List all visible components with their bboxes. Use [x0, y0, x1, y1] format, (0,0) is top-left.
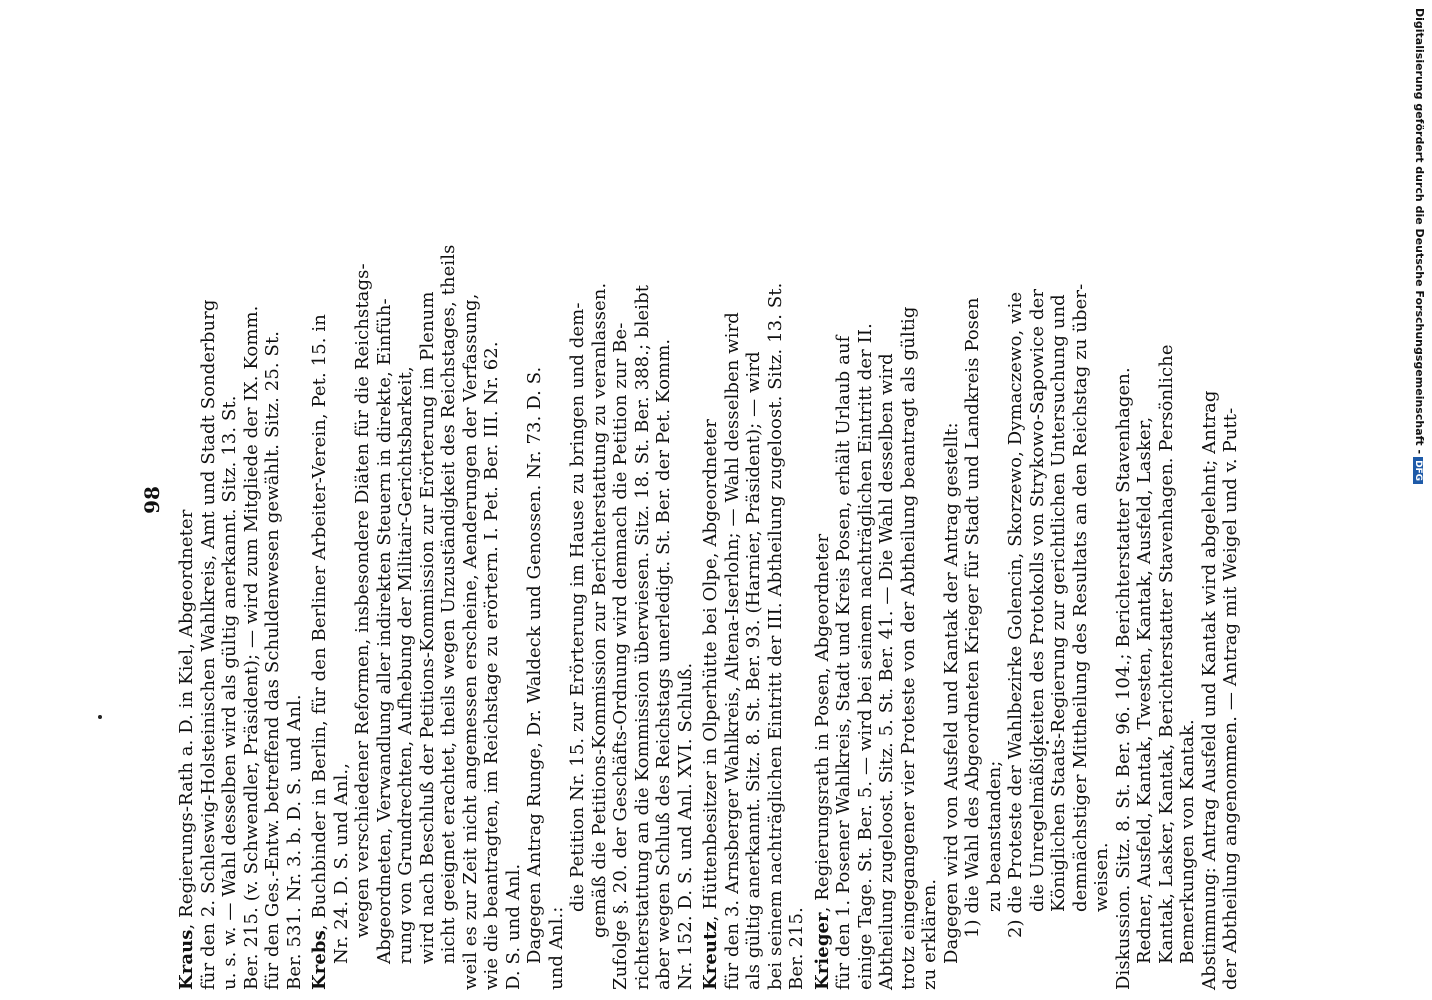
- entry-text-line: der Abtheilung angenommen. — Antrag mit Weigel und v. Putt-: [1220, 407, 1241, 990]
- entry-text-line: Nr. 24. D. S. und Anl.,: [330, 762, 352, 964]
- register-entry: [700, 10, 808, 990]
- entry-text-line: als gültig anerkannt. Sitz. 8. St. Ber. 93. (Harnier, Präsident); — wird: [743, 351, 764, 990]
- entry-text-line: D. S. und Anl.: [502, 863, 524, 990]
- credit-text: Digitalisierung gefördert durch die Deutsche Forschungsgemeinschaft -: [1413, 8, 1426, 455]
- entry-heading-line: Krieger, Regierungsrath in Posen, Abgeordneter: [811, 533, 833, 990]
- entry-text-line: Ber. 215. (v. Schwendler, Präsident); — wird zum Mitgliede der IX. Komm.: [240, 305, 262, 990]
- entry-text-line: Abgeordneten, Verwandlung aller indirekten Steuern in direkte, Einfüh-: [373, 298, 395, 964]
- entry-text-line: für den Ges.-Entw. betreffend das Schuldenwesen gewählt. Sitz. 25. St.: [262, 330, 283, 990]
- entry-text-line: Zufolge §. 20. der Geschäfts-Ordnung wird demnach die Petition zur Be-: [610, 322, 631, 990]
- scan-speck: [98, 715, 102, 719]
- entry-text-line: Nr. 152. D. S. und Anl. XVI. Schluß.: [674, 662, 696, 990]
- entry-text-line: Redner, Ausfeld, Kantak, Twesten, Kantak, Ausfeld, Lasker,: [1134, 416, 1155, 964]
- entry-text-line: Königlichen Staats-Regierung zur gerichtlichen Untersuchung und: [1048, 294, 1069, 912]
- register-entries: [176, 10, 1242, 990]
- entry-name: Kraus: [176, 929, 197, 990]
- entry-text-line: weisen.: [1091, 842, 1112, 912]
- entry-heading-line: Kraus, Regierungs-Rath a. D. in Kiel, Abgeordneter: [176, 509, 197, 990]
- entry-text-line: Dagegen wird von Ausfeld und Kantak der Antrag gestellt:: [940, 422, 962, 964]
- page-number: 98: [140, 486, 164, 514]
- entry-text-line: trotz eingegangener vier Proteste von der Abtheilung beantragt als gültig: [897, 306, 919, 990]
- entry-text-line: Abstimmung: Antrag Ausfeld und Kantak wird abgelehnt; Antrag: [1198, 390, 1220, 990]
- entry-text-line: richterstattung an die Kommission überwiesen. Sitz. 18. St. Ber. 388.; bleibt: [631, 284, 653, 990]
- entry-text-line: weil es zur Zeit nicht angemessen erscheine, Aenderungen der Verfassung,: [459, 293, 481, 990]
- entry-text-line: für den 1. Posener Wahlkreis, Stadt und Kreis Posen, erhält Urlaub auf: [833, 335, 854, 990]
- entry-text-line: 1) die Wahl des Abgeordneten Krieger für Stadt und Landkreis Posen: [962, 297, 983, 938]
- entry-text-line: einige Tage. St. Ber. 5. — wird bei seinem nachträglichen Eintritt der II.: [854, 323, 876, 990]
- entry-text-line: Kantak, Lasker, Kantak, Berichterstatter Stavenhagen. Persönliche: [1155, 344, 1177, 964]
- entry-text-line: gemäß die Petitions-Kommission zur Berichterstattung zu veranlassen.: [588, 282, 610, 938]
- entry-text-line: und Anl.:: [545, 906, 567, 990]
- entry-name: Krebs: [309, 930, 330, 990]
- digitization-credit-note: [1413, 8, 1426, 484]
- register-entry: [176, 10, 305, 990]
- rotated-document-page: [140, 10, 1241, 990]
- entry-text-line: u. s. w. — Wahl desselben wird als gültig anerkannt. Sitz. 13. St.: [219, 395, 240, 990]
- entry-text-line: aber wegen Schluß des Reichstags unerledigt. St. Ber. der Pet. Komm.: [653, 338, 674, 990]
- register-entry: [812, 10, 1242, 990]
- entry-text-line: Diskussion. Sitz. 8. St. Ber. 96. 104.; Berichterstatter Stavenhagen.: [1112, 367, 1134, 990]
- register-entry: [309, 10, 696, 990]
- entry-text-line: zu beanstanden;: [983, 760, 1005, 912]
- dfg-logo: DFG: [1413, 457, 1423, 484]
- entry-text-line: zu erklären.: [919, 878, 940, 990]
- entry-text-line: Ber. 215.: [786, 907, 807, 990]
- entry-text-line: die Unregelmäßigkeiten des Protokolls von Strykowo-Sapowice der: [1026, 288, 1048, 912]
- entry-text-line: wird nach Beschluß der Petitions-Kommission zur Erörterung im Plenum: [416, 291, 438, 964]
- entry-text-line: die Petition Nr. 15. zur Erörterung im Hause zu bringen und dem-: [567, 302, 588, 912]
- entry-text-line: Dagegen Antrag Runge, Dr. Waldeck und Genossen. Nr. 73. D. S.: [524, 366, 545, 964]
- entry-text-line: Ber. 531. Nr. 3. b. D. S. und Anl.: [283, 694, 305, 990]
- entry-text-line: nicht geeignet erachtet, theils wegen Unzuständigkeit des Reichstages, theils: [438, 244, 459, 964]
- entry-heading-line: Kreutz, Hüttenbesitzer in Olperhütte bei Olpe, Abgeordneter: [700, 419, 721, 990]
- entry-text-line: wegen verschiedener Reformen, insbesondere Diäten für die Reichstags-: [352, 263, 373, 938]
- entry-text-line: wie die beantragten, im Reichstage zu erörtern. I. Pet. Ber. III. Nr. 62.: [481, 341, 502, 990]
- entry-text-line: für den 3. Arnsberger Wahlkreis, Altena-Iserlohn; — Wahl desselben wird: [721, 312, 743, 990]
- entry-text-line: rung von Grundrechten, Aufhebung der Militair-Gerichtsbarkeit,: [395, 366, 416, 964]
- entry-text-line: Bemerkungen von Kantak.: [1177, 719, 1198, 964]
- entry-name: Kreutz: [700, 921, 721, 990]
- entry-name: Krieger: [811, 912, 833, 990]
- entry-text-line: bei seinem nachträglichen Eintritt der III. Abtheilung zugeloost. Sitz. 13. St.: [764, 282, 786, 990]
- entry-text-line: Abtheilung zugeloost. Sitz. 5. St. Ber. 41. — Die Wahl desselben wird: [876, 353, 897, 990]
- entry-text-line: für den 2. Schleswig-Holsteinischen Wahlkreis, Amt und Stadt Sonderburg: [197, 299, 219, 990]
- entry-text-line: 2) die Proteste der Wahlbezirke Golencin, Skorzewo, Dymaczewo, wie: [1005, 291, 1026, 938]
- entry-text-line: demnächstiger Mittheilung des Resultats an den Reichstag zu über-: [1069, 283, 1091, 912]
- entry-heading-line: Krebs, Buchbinder in Berlin, für den Berliner Arbeiter-Verein, Pet. 15. in: [309, 314, 330, 990]
